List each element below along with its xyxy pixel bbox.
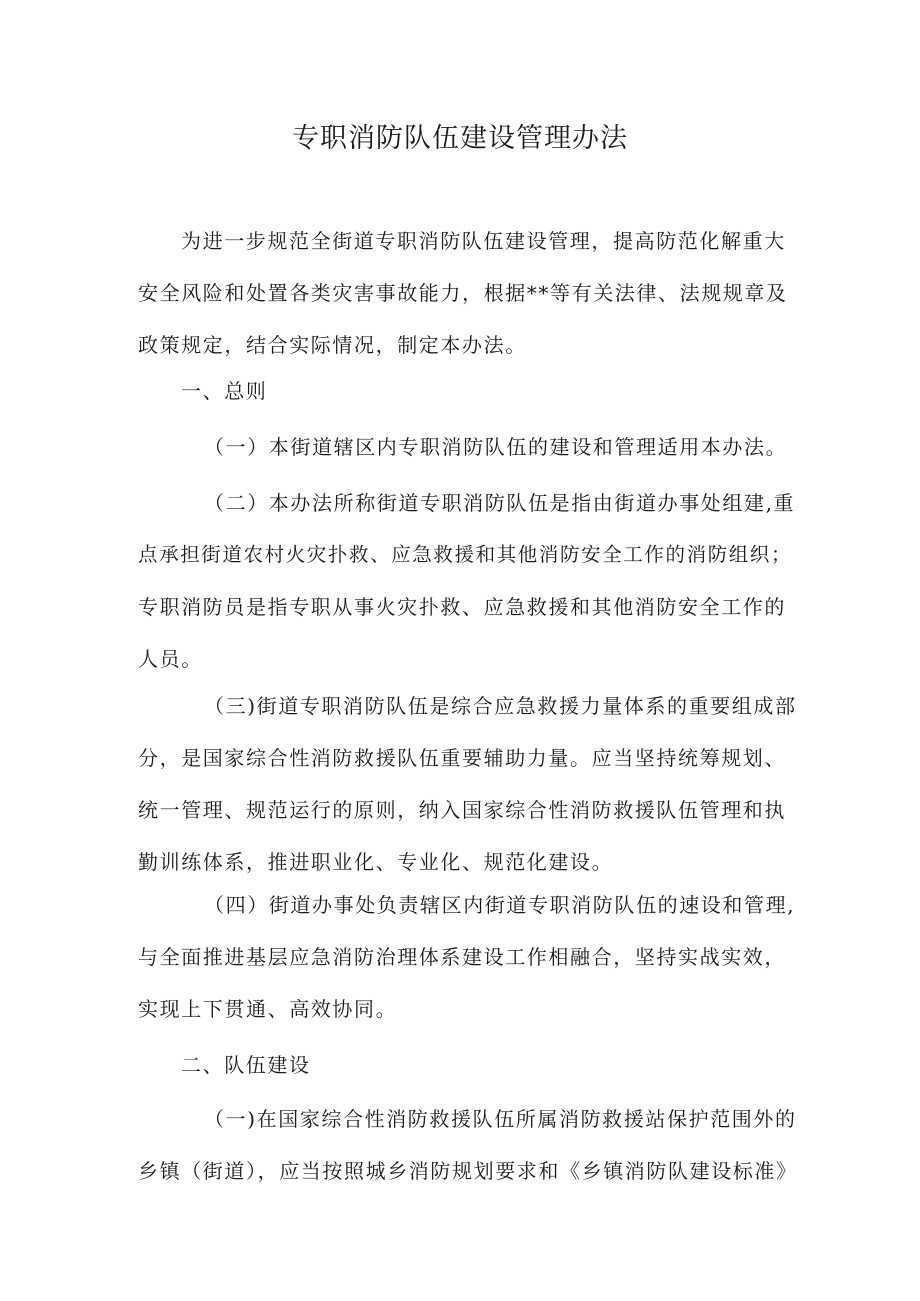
text-line: 统一管理、规范运行的原则，纳入国家综合性消防救援队伍管理和执: [138, 798, 786, 822]
text-line: 实现上下贯通、高效协同。: [138, 997, 398, 1021]
section1-item4: [138, 879, 798, 1035]
section1-item2: [138, 477, 798, 685]
text-line: 专职消防员是指专职从事火灾扑救、应急救援和其他消防安全工作的: [138, 595, 786, 619]
section1-item3: [138, 680, 798, 888]
text-line: （二）本办法所称街道专职消防队伍是指由街道办事处组建,重: [204, 491, 796, 515]
text-line: 分，是国家综合性消防救援队伍重要辅助力量。应当坚持统筹规划、: [138, 746, 786, 770]
text-line: 政策规定，结合实际情况，制定本办法。: [138, 333, 527, 357]
text-line: （四）街道办事处负责辖区内街道专职消防队伍的速设和管理,: [204, 893, 796, 917]
text-line: （一）本街道辖区内专职消防队伍的建设和管理适用本办法。: [204, 435, 788, 459]
text-line: 人员。: [138, 647, 203, 671]
text-line: 与全面推进基层应急消防治理体系建设工作相融合，坚持实战实效，: [138, 945, 786, 969]
document-title: 专职消防队伍建设管理办法: [292, 123, 628, 154]
text-line: 安全风险和处置各类灾害事故能力，根据**等有关法律、法规规章及: [138, 281, 788, 305]
section-heading-team-building: 二、队伍建设: [181, 1053, 311, 1077]
intro-paragraph: [138, 215, 798, 371]
text-line: 点承担街道农村火灾扑救、应急救援和其他消防安全工作的消防组织；: [138, 543, 793, 566]
section1-item1: [138, 421, 798, 473]
text-line: 勤训练体系，推进职业化、专业化、规范化建设。: [138, 850, 614, 874]
text-line: 乡镇（街道），应当按照城乡消防规划要求和《乡镇消防队建设标准》: [138, 1159, 798, 1183]
section-heading-general: 一、总则: [181, 379, 268, 403]
section2-item1: [138, 1093, 798, 1197]
text-line: （一)在国家综合性消防救援队伍所属消防救援站保护范围外的: [204, 1107, 797, 1131]
text-line: 为进一步规范全街道专职消防队伍建设管理，提高防范化解重大: [181, 229, 786, 253]
text-line: （三)街道专职消防队伍是综合应急救援力量体系的重要组成部: [204, 694, 797, 718]
